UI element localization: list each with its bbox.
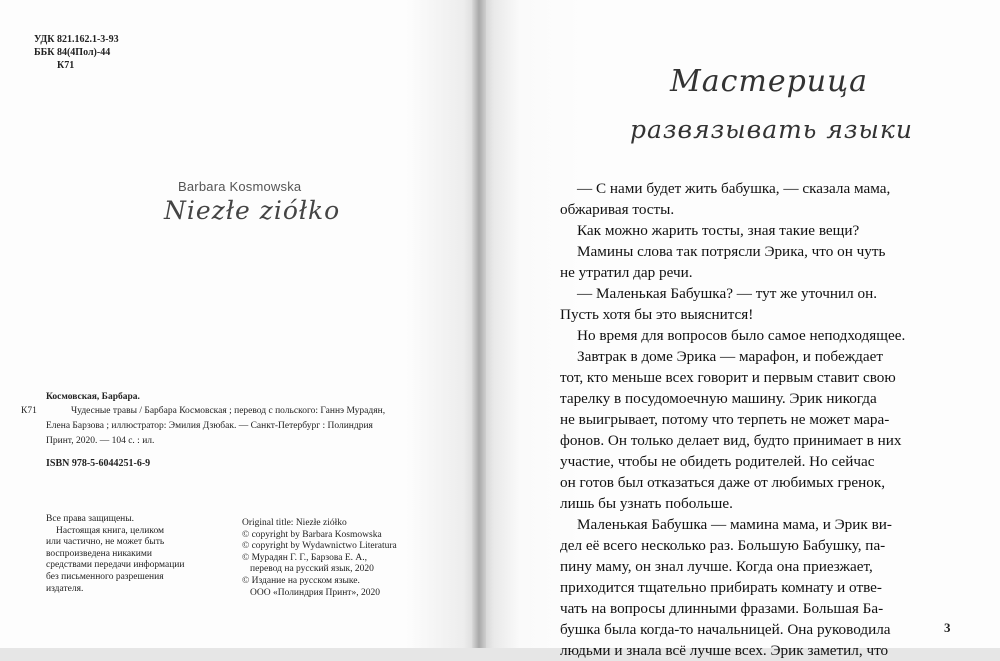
text-line: тарелку в посудомоечную машину. Эрик никогда [560, 390, 877, 407]
biblio-line: Принт, 2020. — 104 с. : ил. [46, 436, 155, 446]
text-line: людьми и знала всё лучше всех. Эрик заметил, что [560, 642, 889, 659]
copyright-line: © Издание на русском языке. [242, 575, 360, 586]
rights-line: воспроизведена никакими [46, 548, 152, 559]
text-line: Завтрак в доме Эрика — марафон, и побеждает [577, 348, 884, 365]
text-line: лишь бы узнать побольше. [560, 495, 733, 512]
rights-line: Все права защищены. [46, 514, 135, 524]
text-line: бушка была когда-то начальницей. Она руководила [560, 621, 891, 638]
bbk-code: ББК 84(4Пол)-44 [34, 47, 111, 58]
rights-line: издателя. [46, 583, 84, 594]
biblio-heading: Космовская, Барбара. [46, 392, 140, 402]
isbn: ISBN 978-5-6044251-6-9 [46, 458, 151, 469]
copyright-line: © copyright by Wydawnictwo Literatura [242, 541, 397, 552]
book-gutter [472, 0, 486, 648]
biblio-description [46, 404, 466, 449]
text-line: приходится тщательно прибирать комнату и отве- [560, 579, 882, 596]
text-line: участие, чтобы не обидеть родителей. Но сейчас [560, 453, 875, 470]
text-line: пину маму, он знал лучше. Когда она приезжает, [560, 558, 873, 575]
rights-line: без письменного разрешения [46, 571, 164, 582]
copyright-line: © Мурадян Г. Г., Барзова Е. А., [242, 552, 367, 563]
text-line: фонов. Он только делает вид, будто принимает в них [560, 432, 902, 449]
text-line: — С нами будет жить бабушка, — сказала мама, [577, 180, 891, 197]
copyright-line: перевод на русский язык, 2020 [250, 564, 374, 575]
text-line: дел её всего несколько раз. Большую Бабушку, па- [560, 537, 886, 554]
copyright-block [242, 518, 397, 599]
text-line: Маленькая Бабушка — мамина мама, и Эрик ви- [577, 516, 892, 533]
text-line: Пусть хотя бы это выяснится! [560, 306, 754, 323]
text-line: чать на вопросы длинными фразами. Большая Ба- [560, 600, 884, 617]
page-number: 3 [944, 620, 951, 635]
chapter-title: Мастерица [670, 64, 868, 99]
rights-line: средствами передачи информации [46, 560, 185, 571]
text-line: Мамины слова так потрясли Эрика, что он чуть [577, 243, 886, 260]
rights-line: или частично, не может быть [46, 537, 165, 548]
text-line: Но время для вопросов было самое неподходящее. [577, 327, 906, 344]
biblio-line: Елена Барзова ; иллюстратор: Эмилия Дзюбак. — Санкт-Петербург : Полиндрия [46, 421, 373, 431]
copyright-line: © copyright by Barbara Kosmowska [242, 529, 382, 540]
udk-code: УДК 821.162.1-3-93 [34, 34, 119, 45]
text-line: Как можно жарить тосты, зная такие вещи? [577, 222, 860, 239]
text-line: он готов был отказаться даже от любимых гренок, [560, 474, 885, 491]
text-line: обжаривая тосты. [560, 201, 675, 218]
text-line: тот, кто меньше всех говорит и первым ставит свою [560, 369, 896, 386]
text-line: не выигрывает, потому что терпеть не может мара- [560, 411, 890, 428]
author-name: Barbara Kosmowska [178, 179, 302, 194]
udk-block [34, 33, 119, 72]
biblio-index: К71 [21, 406, 37, 416]
rights-notice [46, 514, 184, 595]
author-mark: К71 [57, 60, 75, 71]
chapter-text [560, 178, 962, 661]
text-line: не утратил дар речи. [560, 264, 693, 281]
text-line: — Маленькая Бабушка? — тут же уточнил он. [577, 285, 878, 302]
chapter-subtitle: развязывать языки [630, 115, 913, 144]
rights-line: Настоящая книга, целиком [56, 525, 165, 536]
original-title: Niezłe ziółko [164, 196, 341, 225]
biblio-line: Чудесные травы / Барбара Космовская ; перевод с польского: Ганнэ Мурадян, [71, 406, 386, 416]
copyright-line: ООО «Полиндрия Принт», 2020 [250, 587, 380, 598]
copyright-line: Original title: Niezłe ziółko [242, 518, 347, 528]
